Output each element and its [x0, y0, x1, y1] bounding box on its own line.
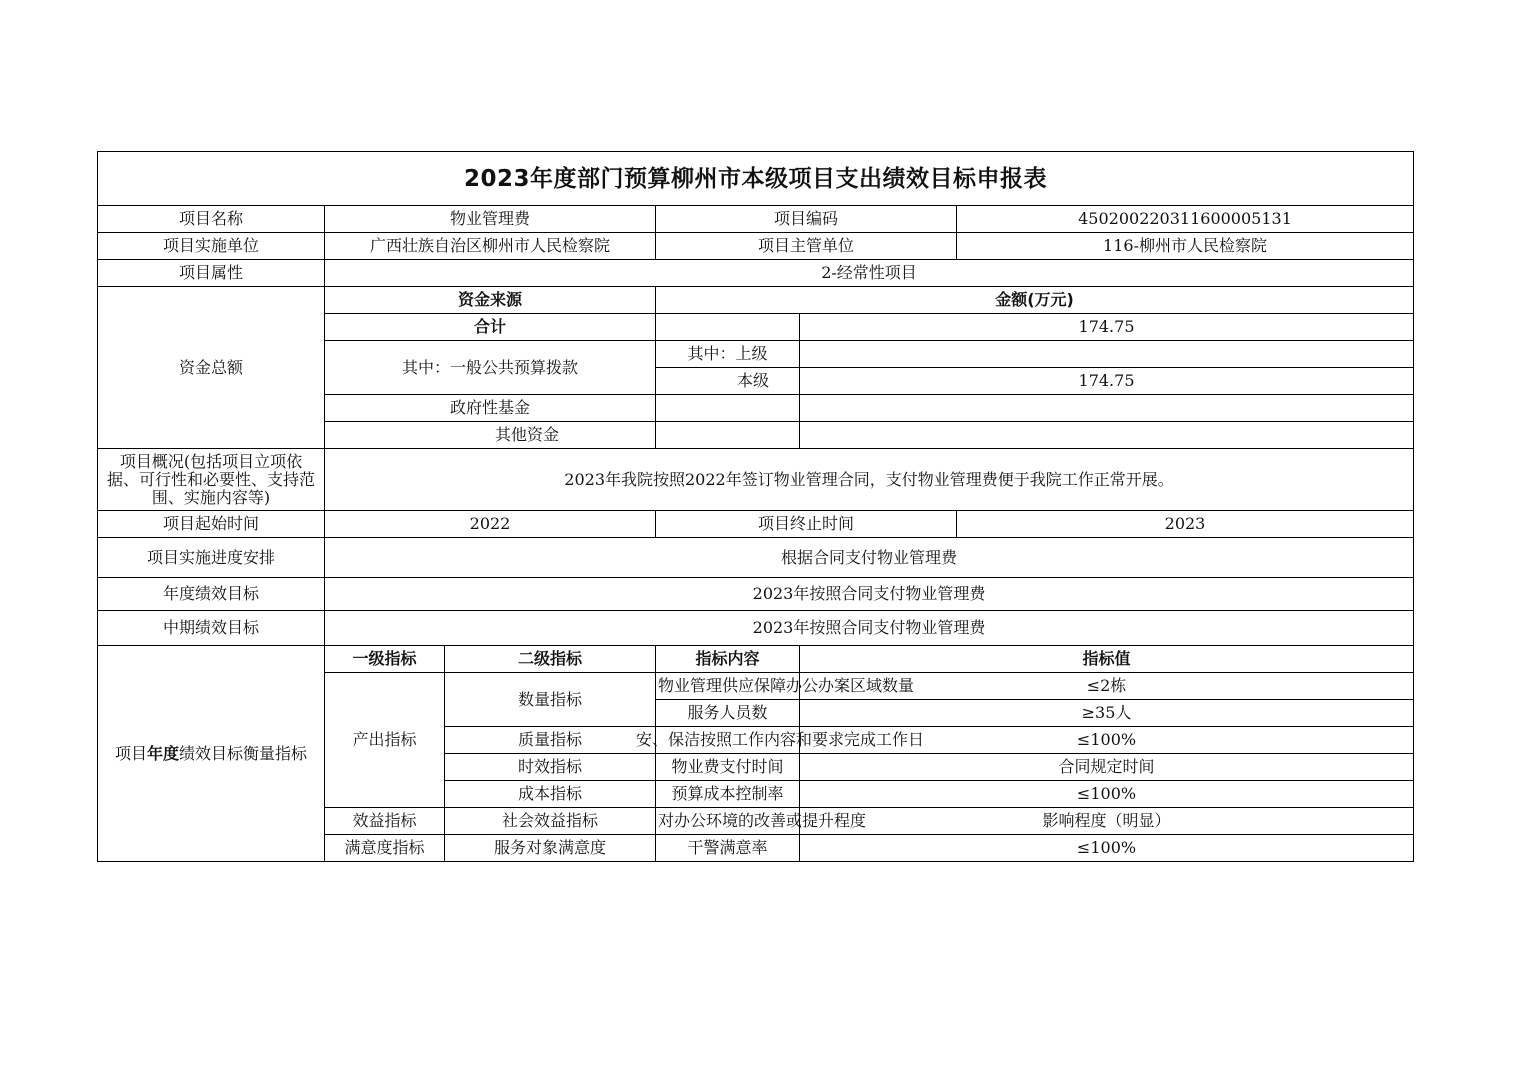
indicator-value: ≤100%	[800, 727, 1414, 754]
impl-unit-value: 广西壮族自治区柳州市人民检察院	[325, 233, 656, 260]
start-time-value: 2022	[325, 511, 656, 538]
funding-amount-header: 金额(万元)	[656, 287, 1414, 314]
mgmt-unit-label: 项目主管单位	[656, 233, 957, 260]
indicator-content: 干警满意率	[656, 835, 800, 862]
end-time-label: 项目终止时间	[656, 511, 957, 538]
funding-other-blank	[656, 422, 800, 449]
funding-local-label: 本级	[656, 368, 800, 395]
mgmt-unit-value: 116-柳州市人民检察院	[957, 233, 1414, 260]
overview-label: 项目概况(包括项目立项依据、可行性和必要性、支持范围、实施内容等)	[98, 449, 325, 511]
funding-upper-value	[800, 341, 1414, 368]
indicators-label-pre: 项目	[114, 743, 147, 763]
project-code-value: 450200220311600005131	[957, 206, 1414, 233]
funding-local-value: 174.75	[800, 368, 1414, 395]
indicator-level2-quality: 质量指标	[445, 727, 656, 754]
funding-gov-fund-blank	[656, 395, 800, 422]
funding-upper-label: 其中：上级	[656, 341, 800, 368]
funding-gov-fund-value	[800, 395, 1414, 422]
indicator-level2-timeliness: 时效指标	[445, 754, 656, 781]
indicator-level2-quantity: 数量指标	[445, 673, 656, 727]
project-attr-label: 项目属性	[98, 260, 325, 287]
overview-value: 2023年我院按照2022年签订物业管理合同，支付物业管理费便于我院工作正常开展。	[325, 449, 1414, 511]
indicators-label-bold: 年度	[146, 743, 179, 763]
indicator-level2-social: 社会效益指标	[445, 808, 656, 835]
indicator-level2-service: 服务对象满意度	[445, 835, 656, 862]
indicator-value: 合同规定时间	[800, 754, 1414, 781]
indicator-value: 影响程度（明显）	[800, 808, 1414, 835]
indicator-level2-cost: 成本指标	[445, 781, 656, 808]
indicator-content	[636, 727, 925, 754]
indicator-value: ≤100%	[800, 781, 1414, 808]
indicator-header-level1: 一级指标	[325, 646, 445, 673]
indicator-level1-output: 产出指标	[325, 673, 445, 808]
indicator-content: 对办公环境的改善或提升程度	[656, 808, 800, 835]
funding-sum-value: 174.75	[800, 314, 1414, 341]
indicator-content: 物业费支付时间	[656, 754, 800, 781]
funding-sum-blank	[656, 314, 800, 341]
indicator-level1-benefit: 效益指标	[325, 808, 445, 835]
funding-total-label: 资金总额	[98, 287, 325, 449]
project-attr-value: 2-经常性项目	[325, 260, 1414, 287]
indicator-header-content: 指标内容	[656, 646, 800, 673]
indicator-level1-satisfaction: 满意度指标	[325, 835, 445, 862]
indicator-value: ≤2栋	[800, 673, 1414, 700]
progress-value: 根据合同支付物业管理费	[325, 538, 1414, 578]
funding-source-header: 资金来源	[325, 287, 656, 314]
end-time-value: 2023	[957, 511, 1414, 538]
annual-goal-value: 2023年按照合同支付物业管理费	[325, 578, 1414, 611]
indicator-content: 预算成本控制率	[656, 781, 800, 808]
project-code-label: 项目编码	[656, 206, 957, 233]
indicator-value: ≥35人	[800, 700, 1414, 727]
start-time-label: 项目起始时间	[98, 511, 325, 538]
indicator-content-text: 安、保洁按照工作内容和要求完成工作日	[636, 730, 925, 749]
indicator-content: 服务人员数	[656, 700, 800, 727]
budget-form-table	[97, 151, 1414, 862]
progress-label: 项目实施进度安排	[98, 538, 325, 578]
indicator-header-level2: 二级指标	[445, 646, 656, 673]
indicator-value: ≤100%	[800, 835, 1414, 862]
project-name-value: 物业管理费	[325, 206, 656, 233]
funding-sum-label: 合计	[325, 314, 656, 341]
mid-goal-value: 2023年按照合同支付物业管理费	[325, 611, 1414, 646]
mid-goal-label: 中期绩效目标	[98, 611, 325, 646]
funding-gov-fund-label: 政府性基金	[325, 395, 656, 422]
funding-general-label: 其中：一般公共预算拨款	[325, 341, 656, 395]
indicators-label-post: 绩效目标衡量指标	[179, 743, 308, 763]
annual-goal-label: 年度绩效目标	[98, 578, 325, 611]
funding-other-label: 其他资金	[325, 422, 656, 449]
project-name-label: 项目名称	[98, 206, 325, 233]
indicators-label	[98, 646, 325, 862]
form-title: 2023年度部门预算柳州市本级项目支出绩效目标申报表	[98, 152, 1414, 206]
indicator-content: 物业管理供应保障办公办案区域数量	[656, 673, 800, 700]
funding-other-value	[800, 422, 1414, 449]
impl-unit-label: 项目实施单位	[98, 233, 325, 260]
indicator-header-value: 指标值	[800, 646, 1414, 673]
